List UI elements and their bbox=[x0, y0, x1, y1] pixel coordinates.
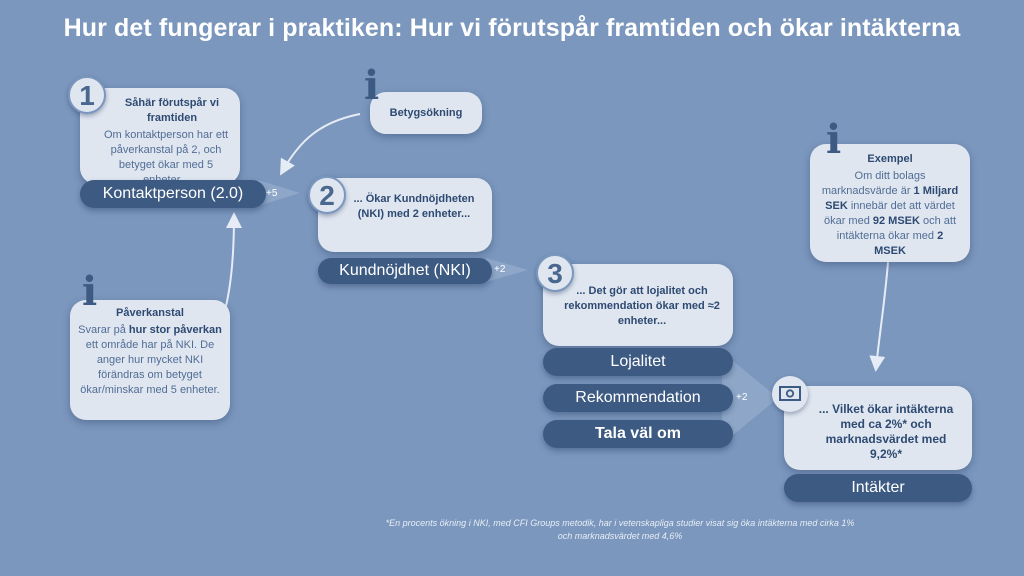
step1-number: 1 bbox=[68, 76, 106, 114]
arrow-betyg-to-kontakt bbox=[282, 114, 360, 172]
intakter-pill: Intäkter bbox=[784, 474, 972, 502]
info-betyg-card bbox=[370, 92, 482, 134]
info-paverkan-heading: Påverkanstal bbox=[116, 307, 184, 319]
step2-number: 2 bbox=[308, 176, 346, 214]
step1-plus: +5 bbox=[266, 188, 278, 199]
step2-heading: ... Ökar Kundnöjdheten (NKI) med 2 enheter... bbox=[353, 193, 475, 220]
kundnojdhet-pill: Kundnöjdhet (NKI) bbox=[318, 258, 492, 284]
money-icon bbox=[772, 376, 808, 412]
lojalitet-pill: Lojalitet bbox=[543, 348, 733, 376]
tala-val-om-pill: Tala väl om bbox=[543, 420, 733, 448]
result-heading: ... Vilket ökar intäkterna med ca 2%* och marknadsvärdet med 9,2%* bbox=[818, 402, 954, 461]
info-exempel-body: Om ditt bolags marknadsvärde är 1 Miljard SEK innebär det att värdet ökar med 92 MSEK och att intäkterna ökar med 2 MSEK bbox=[821, 170, 959, 257]
step1-body: Om kontaktperson har ett påverkanstal på 2, och betyget ökar med 5 bbox=[103, 129, 229, 171]
info-exempel-icon: i bbox=[826, 116, 842, 163]
info-paverkan-icon: i bbox=[82, 268, 98, 315]
kontaktperson-pill: Kontaktperson (2.0) bbox=[80, 180, 266, 208]
chevron-step2 bbox=[486, 258, 528, 282]
page-title: Hur det fungerar i praktiken: Hur vi förutspår framtiden och ökar intäkterna bbox=[63, 14, 961, 42]
rekommendation-pill: Rekommendation bbox=[543, 384, 733, 412]
info-paverkan-body: Svarar på hur stor påverkan ett område har på NKI. De anger hur mycket NKI förändras om betyget ökar/minskar med 5 enheter. bbox=[78, 324, 222, 396]
step3-plus: +2 bbox=[736, 392, 748, 403]
step3-number: 3 bbox=[536, 254, 574, 292]
step3-heading: ... Det gör att lojalitet och rekommendation ökar med ≈2 enheter... bbox=[564, 285, 720, 327]
info-exempel-heading: Exempel bbox=[867, 153, 913, 165]
result-card bbox=[784, 386, 972, 470]
info-paverkan-card bbox=[70, 300, 230, 420]
step2-plus: +2 bbox=[494, 264, 506, 275]
footnote: *En procents ökning i NKI, med CFI Groups metodik, har i vetenskapliga studier visat sig öka intäkterna med cirka 1% och marknadsvärdet med 4,6% bbox=[385, 518, 855, 541]
info-betyg-text: Betygsökning bbox=[389, 107, 463, 119]
arrow-exempel-to-result bbox=[876, 262, 888, 368]
step1-heading: Såhär förutspår vi framtiden bbox=[124, 97, 220, 124]
arrow-paverkan-to-kontakt bbox=[226, 216, 234, 306]
info-betyg-icon: i bbox=[364, 62, 380, 109]
